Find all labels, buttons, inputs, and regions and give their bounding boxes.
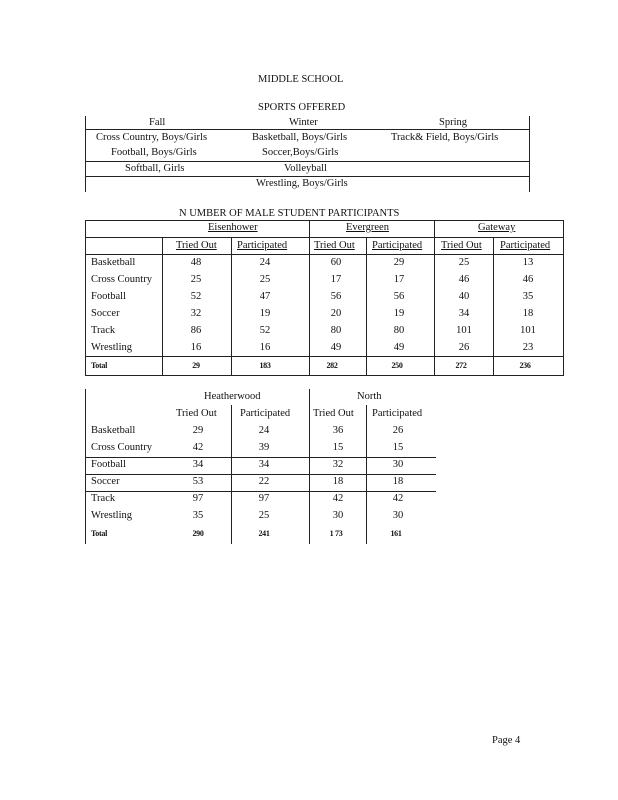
total-value: 183: [259, 361, 271, 370]
total-value: 236: [519, 361, 531, 370]
table-cell-value: 18: [332, 476, 344, 487]
table-cell-value: 49: [393, 342, 405, 353]
total-value: 1 73: [329, 529, 343, 538]
table-cell-value: 46: [522, 274, 534, 285]
table-cell-value: 101: [520, 325, 536, 336]
table-cell-value: 35: [192, 510, 204, 521]
table-cell-value: 16: [259, 342, 271, 353]
school-eisenhower: Eisenhower: [208, 222, 258, 233]
total-value: 29: [192, 361, 200, 370]
table-cell-value: 49: [330, 342, 342, 353]
table-cell-value: 16: [190, 342, 202, 353]
table-cell-value: 42: [192, 442, 204, 453]
table-cell-value: 29: [393, 257, 405, 268]
table-cell-value: 17: [330, 274, 342, 285]
table-cell-value: 15: [332, 442, 344, 453]
total-value: 250: [391, 361, 403, 370]
sport-name: Track: [91, 325, 116, 336]
table-cell-value: 34: [458, 308, 470, 319]
table-cell-value: 26: [392, 425, 404, 436]
table-cell-value: 52: [190, 291, 202, 302]
page-number: Page 4: [492, 735, 521, 746]
table-cell-value: 80: [393, 325, 405, 336]
table-cell-value: 15: [392, 442, 404, 453]
col-participated: Participated: [372, 240, 423, 251]
table-cell-value: 97: [192, 493, 204, 504]
col-participated: Participated: [372, 408, 423, 419]
season-spring: Spring: [439, 117, 468, 128]
table-cell-value: 29: [192, 425, 204, 436]
table-cell-value: 25: [258, 510, 270, 521]
table-cell-value: 48: [190, 257, 202, 268]
col-tried-out: Tried Out: [176, 408, 217, 419]
table-cell-value: 32: [332, 459, 344, 470]
total-value: 272: [455, 361, 467, 370]
fall-sport-2: Football, Boys/Girls: [111, 147, 197, 158]
sport-name: Cross Country: [91, 442, 152, 453]
sport-name: Soccer: [91, 308, 120, 319]
table-cell-value: 34: [192, 459, 204, 470]
col-tried-out: Tried Out: [314, 240, 355, 251]
table-cell-value: 25: [259, 274, 271, 285]
table-cell-value: 30: [332, 510, 344, 521]
sport-name: Track: [91, 493, 116, 504]
table-cell-value: 19: [393, 308, 405, 319]
season-fall: Fall: [149, 117, 166, 128]
table-cell-value: 86: [190, 325, 202, 336]
col-participated: Participated: [500, 240, 551, 251]
table-cell-value: 47: [259, 291, 271, 302]
table-cell-value: 25: [458, 257, 470, 268]
table-cell-value: 42: [392, 493, 404, 504]
table-cell-value: 56: [393, 291, 405, 302]
sport-name: Basketball: [91, 425, 136, 436]
sport-name: Football: [91, 459, 127, 470]
winter-sport-1: Basketball, Boys/Girls: [252, 132, 348, 143]
sport-name: Cross Country: [91, 274, 152, 285]
table-cell-value: 24: [258, 425, 270, 436]
school-heatherwood: Heatherwood: [204, 391, 261, 402]
table-cell-value: 34: [258, 459, 270, 470]
table-cell-value: 20: [330, 308, 342, 319]
table-cell-value: 40: [458, 291, 470, 302]
table-cell-value: 24: [259, 257, 271, 268]
table-cell-value: 35: [522, 291, 534, 302]
total-value: 241: [258, 529, 270, 538]
table-cell-value: 23: [522, 342, 534, 353]
total-value: 282: [326, 361, 338, 370]
table-cell-value: 25: [190, 274, 202, 285]
winter-sport-2: Soccer,Boys/Girls: [262, 147, 339, 158]
sport-name: Wrestling: [91, 342, 132, 353]
table-cell-value: 13: [522, 257, 534, 268]
sports-offered-heading: SPORTS OFFERED: [258, 102, 346, 113]
table-cell-value: 30: [392, 459, 404, 470]
school-gateway: Gateway: [478, 222, 516, 233]
sport-name: Basketball: [91, 257, 136, 268]
table-cell-value: 18: [522, 308, 534, 319]
spring-sport-1: Track& Field, Boys/Girls: [391, 132, 499, 143]
table-cell-value: 39: [258, 442, 270, 453]
winter-sport-4: Wrestling, Boys/Girls: [256, 178, 348, 189]
table-cell-value: 46: [458, 274, 470, 285]
page-title: MIDDLE SCHOOL: [258, 74, 344, 85]
season-winter: Winter: [289, 117, 318, 128]
table-cell-value: 97: [258, 493, 270, 504]
table-cell-value: 53: [192, 476, 204, 487]
table-cell-value: 52: [259, 325, 271, 336]
total-label: Total: [91, 361, 107, 370]
male-participants-title: N UMBER OF MALE STUDENT PARTICIPANTS: [179, 208, 400, 219]
table-cell-value: 36: [332, 425, 344, 436]
total-label: Total: [91, 529, 107, 538]
table-cell-value: 42: [332, 493, 344, 504]
table-cell-value: 17: [393, 274, 405, 285]
table-cell-value: 101: [456, 325, 472, 336]
col-tried-out: Tried Out: [441, 240, 482, 251]
fall-sport-3: Softball, Girls: [125, 163, 185, 174]
total-value: 161: [390, 529, 402, 538]
col-participated: Participated: [240, 408, 291, 419]
school-evergreen: Evergreen: [346, 222, 389, 233]
col-tried-out: Tried Out: [313, 408, 354, 419]
table-cell-value: 30: [392, 510, 404, 521]
winter-sport-3: Volleyball: [284, 163, 327, 174]
table-cell-value: 80: [330, 325, 342, 336]
sport-name: Wrestling: [91, 510, 132, 521]
col-tried-out: Tried Out: [176, 240, 217, 251]
table-cell-value: 60: [330, 257, 342, 268]
school-north: North: [357, 391, 382, 402]
table-cell-value: 18: [392, 476, 404, 487]
table-cell-value: 19: [259, 308, 271, 319]
total-value: 290: [192, 529, 204, 538]
col-participated: Participated: [237, 240, 288, 251]
table-cell-value: 32: [190, 308, 202, 319]
table-cell-value: 56: [330, 291, 342, 302]
fall-sport-1: Cross Country, Boys/Girls: [96, 132, 208, 143]
sport-name: Football: [91, 291, 127, 302]
table-cell-value: 26: [458, 342, 470, 353]
sport-name: Soccer: [91, 476, 120, 487]
table-cell-value: 22: [258, 476, 270, 487]
